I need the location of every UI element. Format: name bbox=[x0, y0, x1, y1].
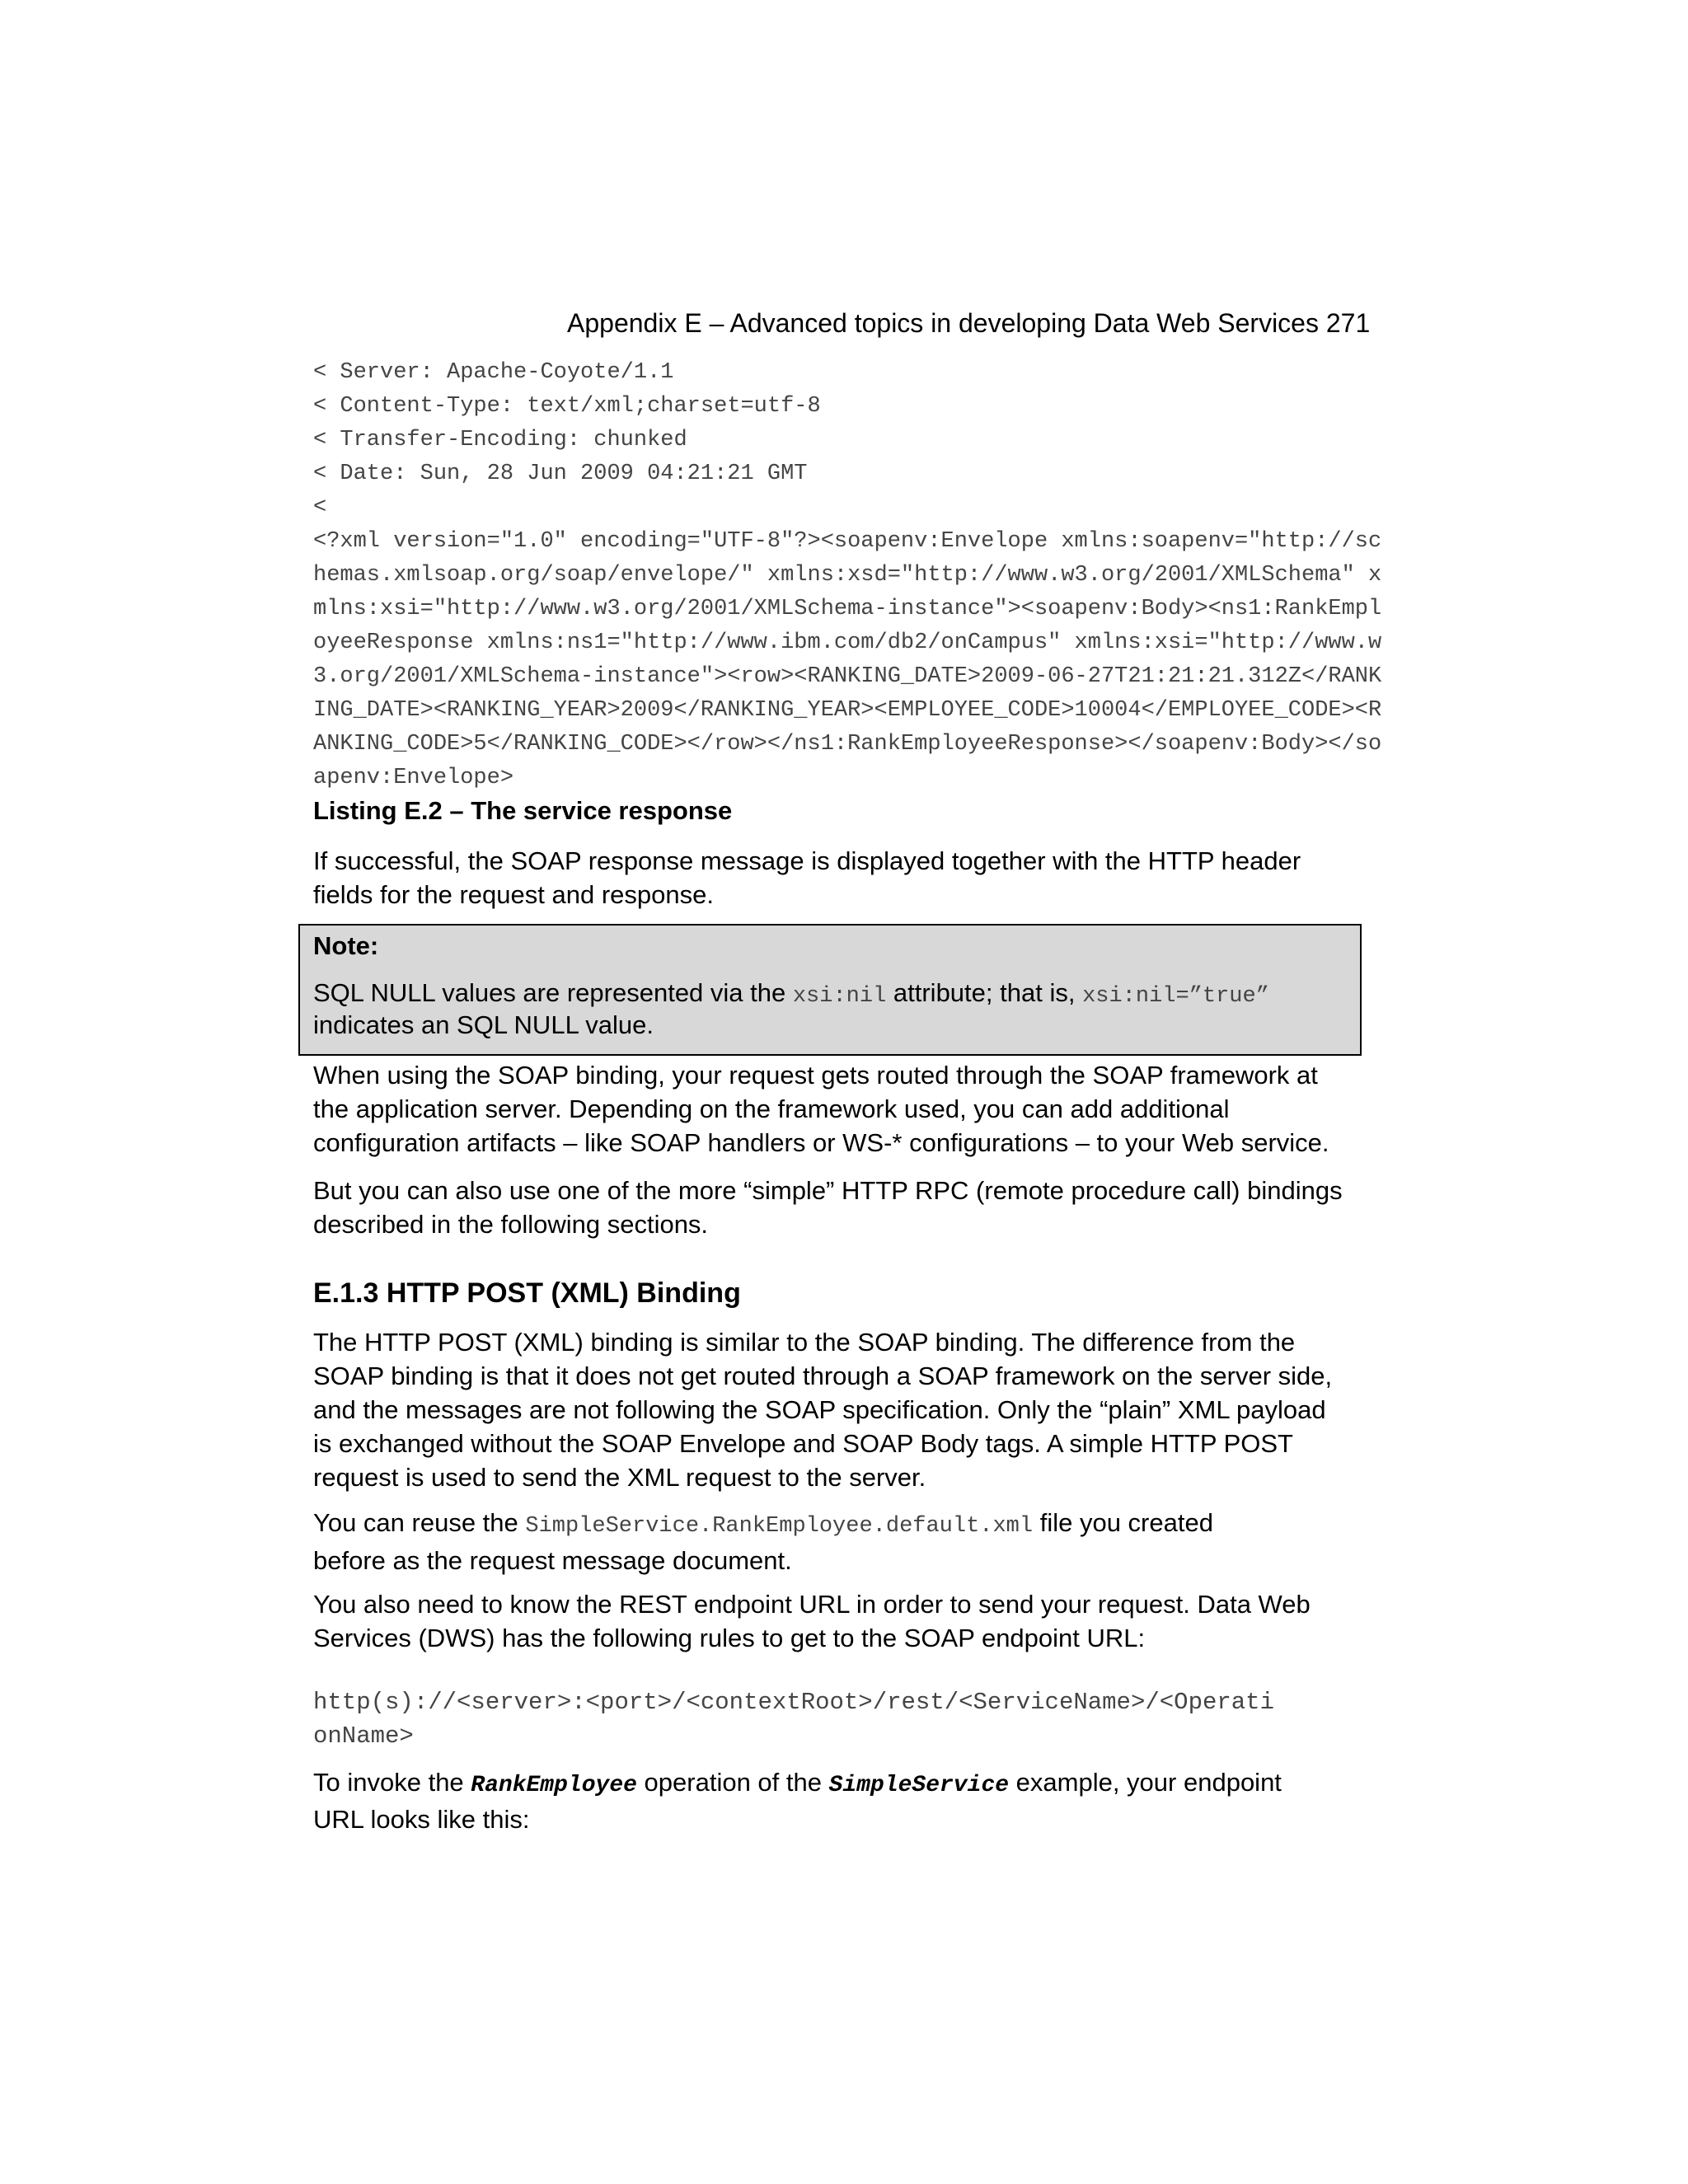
code-line: apenv:Envelope> bbox=[313, 766, 514, 790]
text-fragment: To invoke the bbox=[313, 1768, 471, 1797]
text-line: The HTTP POST (XML) binding is similar to the SOAP binding. The difference from the bbox=[313, 1328, 1296, 1357]
paragraph-success bbox=[313, 844, 1301, 912]
text-line: the application server. Depending on the framework used, you can add additional bbox=[313, 1094, 1230, 1123]
text-line bbox=[313, 1765, 1282, 1802]
operation-name: RankEmployee bbox=[471, 1773, 637, 1798]
text-line: request is used to send the XML request to the server. bbox=[313, 1463, 926, 1492]
paragraph-reuse bbox=[313, 1506, 1213, 1577]
inline-code: SimpleService.RankEmployee.default.xml bbox=[525, 1514, 1034, 1539]
paragraph-endpoint bbox=[313, 1587, 1311, 1655]
note-text: attribute; that is, bbox=[886, 978, 1083, 1007]
code-line: mlns:xsi="http://www.w3.org/2001/XMLSchema-instance"><soapenv:Body><ns1:RankEmpl bbox=[313, 597, 1382, 621]
note-title: Note: bbox=[313, 931, 379, 960]
text-line: But you can also use one of the more “simple” HTTP RPC (remote procedure call) bindings bbox=[313, 1176, 1343, 1205]
inline-code: xsi:nil bbox=[792, 984, 887, 1009]
url-template bbox=[313, 1685, 1274, 1753]
text-line: Services (DWS) has the following rules to get to the SOAP endpoint URL: bbox=[313, 1624, 1146, 1652]
code-line: < Date: Sun, 28 Jun 2009 04:21:21 GMT bbox=[313, 462, 808, 486]
text-fragment: file you created bbox=[1033, 1508, 1213, 1537]
code-line: http(s)://<server>:<port>/<contextRoot>/rest/<ServiceName>/<Operati bbox=[313, 1689, 1274, 1716]
code-line: < Content-Type: text/xml;charset=utf-8 bbox=[313, 394, 821, 419]
listing-caption: Listing E.2 – The service response bbox=[313, 796, 733, 825]
code-line: ANKING_CODE>5</RANKING_CODE></row></ns1:RankEmployeeResponse></soapenv:Body></so bbox=[313, 732, 1382, 757]
text-line: If successful, the SOAP response message is displayed together with the HTTP header bbox=[313, 846, 1301, 875]
text-fragment: You can reuse the bbox=[313, 1508, 526, 1537]
code-line: hemas.xmlsoap.org/soap/envelope/" xmlns:xsd="http://www.w3.org/2001/XMLSchema" x bbox=[313, 563, 1382, 588]
paragraph-http-post bbox=[313, 1325, 1332, 1494]
service-name: SimpleService bbox=[828, 1773, 1010, 1798]
note-text: SQL NULL values are represented via the bbox=[313, 978, 793, 1007]
code-line: 3.org/2001/XMLSchema-instance"><row><RANKING_DATE>2009-06-27T21:21:21.312Z</RANK bbox=[313, 664, 1382, 689]
text-line: fields for the request and response. bbox=[313, 880, 714, 909]
paragraph-invoke bbox=[313, 1765, 1282, 1836]
code-line: onName> bbox=[313, 1722, 414, 1750]
text-fragment: example, your endpoint bbox=[1009, 1768, 1282, 1797]
text-line: configuration artifacts – like SOAP handlers or WS-* configurations – to your Web service. bbox=[313, 1128, 1329, 1157]
text-line: URL looks like this: bbox=[313, 1805, 530, 1834]
note-box bbox=[298, 924, 1362, 1056]
code-line: < Server: Apache-Coyote/1.1 bbox=[313, 360, 674, 385]
section-heading: E.1.3 HTTP POST (XML) Binding bbox=[313, 1277, 741, 1309]
inline-code: xsi:nil=”true” bbox=[1082, 984, 1269, 1009]
text-line: described in the following sections. bbox=[313, 1210, 709, 1239]
text-line: When using the SOAP binding, your request gets routed through the SOAP framework at bbox=[313, 1061, 1318, 1090]
response-listing bbox=[313, 356, 1381, 795]
text-line: is exchanged without the SOAP Envelope and SOAP Body tags. A simple HTTP POST bbox=[313, 1429, 1293, 1458]
code-line: < bbox=[313, 495, 327, 520]
code-line: oyeeResponse xmlns:ns1="http://www.ibm.com/db2/onCampus" xmlns:xsi="http://www.w bbox=[313, 630, 1382, 655]
code-line: ING_DATE><RANKING_YEAR>2009</RANKING_YEAR><EMPLOYEE_CODE>10004</EMPLOYEE_CODE><R bbox=[313, 698, 1382, 723]
text-line bbox=[313, 1506, 1213, 1544]
paragraph-rpc bbox=[313, 1174, 1343, 1241]
note-line: indicates an SQL NULL value. bbox=[313, 1010, 654, 1039]
code-line: <?xml version="1.0" encoding="UTF-8"?><soapenv:Envelope xmlns:soapenv="http://sc bbox=[313, 529, 1382, 554]
code-line: < Transfer-Encoding: chunked bbox=[313, 428, 687, 452]
page-header: Appendix E – Advanced topics in developing Data Web Services 271 bbox=[567, 308, 1371, 338]
text-line: SOAP binding is that it does not get routed through a SOAP framework on the server side, bbox=[313, 1361, 1333, 1390]
text-line: before as the request message document. bbox=[313, 1546, 792, 1575]
text-fragment: operation of the bbox=[636, 1768, 829, 1797]
text-line: You also need to know the REST endpoint URL in order to send your request. Data Web bbox=[313, 1590, 1311, 1619]
note-line bbox=[313, 978, 1269, 1009]
paragraph-soap-binding bbox=[313, 1058, 1329, 1160]
text-line: and the messages are not following the SOAP specification. Only the “plain” XML payload bbox=[313, 1395, 1326, 1424]
